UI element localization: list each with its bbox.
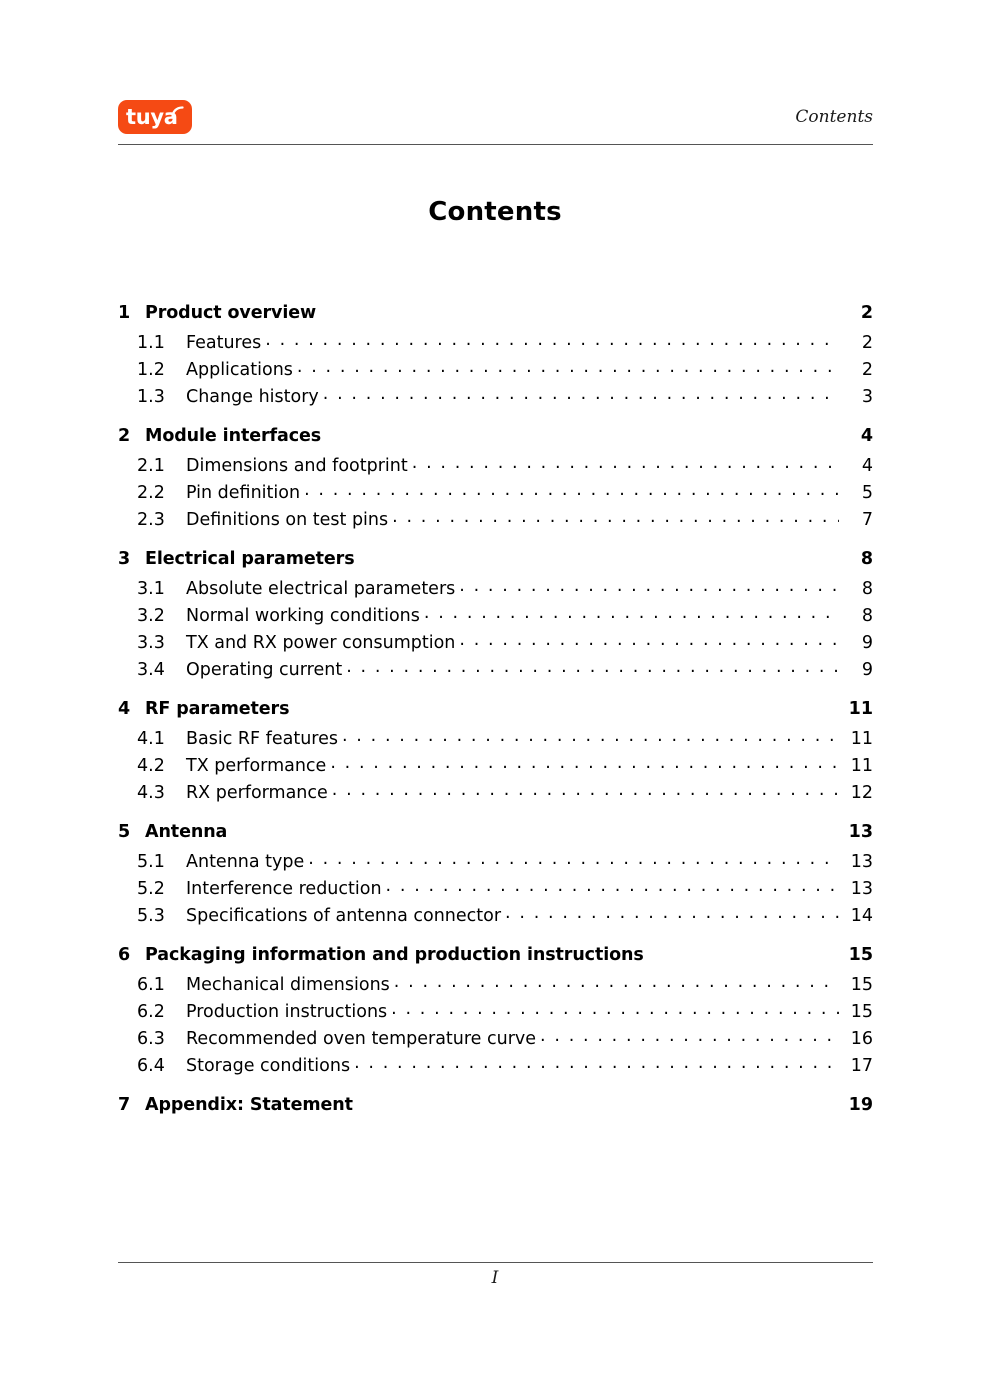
logo-wordmark: tuya <box>126 105 178 129</box>
section-number: 3.4 <box>137 660 165 680</box>
chapter-number: 6 <box>118 945 131 965</box>
toc-group <box>118 300 873 411</box>
toc-chapter-entry[interactable] <box>118 942 873 972</box>
section-number: 4.1 <box>137 729 165 749</box>
toc-section-entry[interactable] <box>118 384 873 411</box>
section-page-number: 11 <box>850 756 873 776</box>
toc-section-entry[interactable] <box>118 780 873 807</box>
dot-leader <box>357 1092 839 1110</box>
section-page-number: 8 <box>861 606 873 626</box>
section-page-number: 13 <box>850 852 873 872</box>
toc-section-entry[interactable] <box>118 657 873 684</box>
toc-chapter-entry[interactable] <box>118 300 873 330</box>
section-label: Antenna type <box>186 852 305 872</box>
section-label: TX and RX power consumption <box>186 633 456 653</box>
section-page-number: 2 <box>861 360 873 380</box>
section-number: 3.1 <box>137 579 165 599</box>
section-label: RX performance <box>186 783 328 803</box>
toc-group <box>118 942 873 1080</box>
chapter-page-number: 8 <box>860 549 873 569</box>
dot-leader <box>459 576 839 594</box>
dot-leader <box>412 453 839 471</box>
section-page-number: 9 <box>861 660 873 680</box>
dot-leader <box>459 630 839 648</box>
section-page-number: 15 <box>850 975 873 995</box>
dot-leader <box>505 903 839 921</box>
section-page-number: 3 <box>861 387 873 407</box>
section-label: Applications <box>186 360 293 380</box>
toc-section-entry[interactable] <box>118 576 873 603</box>
section-label: Recommended oven temperature curve <box>186 1029 537 1049</box>
toc-section-entry[interactable] <box>118 999 873 1026</box>
chapter-page-number: 11 <box>848 699 873 719</box>
dot-leader <box>359 546 839 564</box>
toc-section-entry[interactable] <box>118 630 873 657</box>
section-number: 6.4 <box>137 1056 165 1076</box>
section-page-number: 9 <box>861 633 873 653</box>
dot-leader <box>342 726 839 744</box>
toc-section-entry[interactable] <box>118 726 873 753</box>
toc-section-entry[interactable] <box>118 357 873 384</box>
dot-leader <box>540 1026 839 1044</box>
section-label: Dimensions and footprint <box>186 456 408 476</box>
dot-leader <box>231 819 839 837</box>
section-number: 3.3 <box>137 633 165 653</box>
section-number: 2.1 <box>137 456 165 476</box>
section-label: Operating current <box>186 660 343 680</box>
dot-leader <box>308 849 839 867</box>
toc-section-entry[interactable] <box>118 903 873 930</box>
toc-chapter-entry[interactable] <box>118 546 873 576</box>
section-number: 6.1 <box>137 975 165 995</box>
table-of-contents <box>118 300 873 1134</box>
section-page-number: 8 <box>861 579 873 599</box>
dot-leader <box>424 603 839 621</box>
chapter-label: Appendix: Statement <box>145 1095 353 1115</box>
section-page-number: 5 <box>861 483 873 503</box>
section-page-number: 16 <box>850 1029 873 1049</box>
section-page-number: 15 <box>850 1002 873 1022</box>
chapter-number: 2 <box>118 426 131 446</box>
section-label: Definitions on test pins <box>186 510 389 530</box>
dot-leader <box>648 942 839 960</box>
section-label: Mechanical dimensions <box>186 975 390 995</box>
footer-page-number: I <box>491 1268 499 1288</box>
toc-group <box>118 696 873 807</box>
section-number: 6.3 <box>137 1029 165 1049</box>
chapter-label: RF parameters <box>145 699 290 719</box>
section-number: 3.2 <box>137 606 165 626</box>
dot-leader <box>346 657 839 675</box>
chapter-label: Module interfaces <box>145 426 322 446</box>
section-page-number: 17 <box>850 1056 873 1076</box>
dot-leader <box>386 876 839 894</box>
section-label: Change history <box>186 387 319 407</box>
dot-leader <box>297 357 839 375</box>
toc-chapter-entry[interactable] <box>118 696 873 726</box>
chapter-number: 5 <box>118 822 131 842</box>
toc-section-entry[interactable] <box>118 972 873 999</box>
dot-leader <box>394 972 839 990</box>
section-label: Pin definition <box>186 483 301 503</box>
chapter-label: Antenna <box>145 822 228 842</box>
dot-leader <box>265 330 839 348</box>
section-number: 6.2 <box>137 1002 165 1022</box>
section-label: Basic RF features <box>186 729 338 749</box>
section-number: 5.1 <box>137 852 165 872</box>
dot-leader <box>332 780 839 798</box>
section-page-number: 11 <box>850 729 873 749</box>
section-label: Interference reduction <box>186 879 382 899</box>
section-label: Features <box>186 333 262 353</box>
section-label: TX performance <box>186 756 327 776</box>
chapter-number: 4 <box>118 699 131 719</box>
page-header <box>118 96 873 144</box>
header-divider <box>118 144 873 145</box>
section-number: 5.3 <box>137 906 165 926</box>
section-label: Absolute electrical parameters <box>186 579 456 599</box>
toc-group <box>118 546 873 684</box>
toc-section-entry[interactable] <box>118 1026 873 1053</box>
toc-group <box>118 423 873 534</box>
dot-leader <box>391 999 839 1017</box>
toc-chapter-entry[interactable] <box>118 1092 873 1122</box>
chapter-label: Product overview <box>145 303 317 323</box>
chapter-page-number: 13 <box>848 822 873 842</box>
dot-leader <box>323 384 839 402</box>
toc-group <box>118 819 873 930</box>
section-page-number: 7 <box>861 510 873 530</box>
chapter-page-number: 2 <box>860 303 873 323</box>
dot-leader <box>320 300 839 318</box>
chapter-number: 3 <box>118 549 131 569</box>
section-label: Normal working conditions <box>186 606 420 626</box>
section-page-number: 2 <box>861 333 873 353</box>
section-page-number: 14 <box>850 906 873 926</box>
section-page-number: 12 <box>850 783 873 803</box>
tuya-logo <box>118 100 192 134</box>
page-title: Contents <box>428 197 562 227</box>
section-label: Production instructions <box>186 1002 388 1022</box>
toc-section-entry[interactable] <box>118 876 873 903</box>
chapter-label: Packaging information and production instructions <box>145 945 644 965</box>
toc-chapter-entry[interactable] <box>118 819 873 849</box>
toc-section-entry[interactable] <box>118 453 873 480</box>
chapter-number: 1 <box>118 303 131 323</box>
section-number: 4.3 <box>137 783 165 803</box>
dot-leader <box>330 753 839 771</box>
dot-leader <box>304 480 839 498</box>
toc-section-entry[interactable] <box>118 1053 873 1080</box>
dot-leader <box>392 507 839 525</box>
section-page-number: 4 <box>861 456 873 476</box>
toc-section-entry[interactable] <box>118 507 873 534</box>
section-label: Storage conditions <box>186 1056 351 1076</box>
toc-section-entry[interactable] <box>118 480 873 507</box>
dot-leader <box>325 423 839 441</box>
running-header-title: Contents <box>795 107 873 127</box>
section-number: 2.2 <box>137 483 165 503</box>
dot-leader <box>293 696 839 714</box>
toc-section-entry[interactable] <box>118 849 873 876</box>
wifi-arc-icon <box>171 106 184 119</box>
section-number: 4.2 <box>137 756 165 776</box>
section-number: 1.2 <box>137 360 165 380</box>
chapter-page-number: 15 <box>848 945 873 965</box>
section-number: 2.3 <box>137 510 165 530</box>
section-number: 1.3 <box>137 387 165 407</box>
dot-leader <box>354 1053 839 1071</box>
section-number: 5.2 <box>137 879 165 899</box>
footer-divider <box>118 1262 873 1263</box>
section-page-number: 13 <box>850 879 873 899</box>
chapter-label: Electrical parameters <box>145 549 355 569</box>
toc-section-entry[interactable] <box>118 330 873 357</box>
toc-group <box>118 1092 873 1122</box>
section-number: 1.1 <box>137 333 165 353</box>
chapter-number: 7 <box>118 1095 131 1115</box>
section-label: Specifications of antenna connector <box>186 906 502 926</box>
chapter-page-number: 4 <box>860 426 873 446</box>
toc-section-entry[interactable] <box>118 753 873 780</box>
chapter-page-number: 19 <box>848 1095 873 1115</box>
toc-chapter-entry[interactable] <box>118 423 873 453</box>
toc-section-entry[interactable] <box>118 603 873 630</box>
